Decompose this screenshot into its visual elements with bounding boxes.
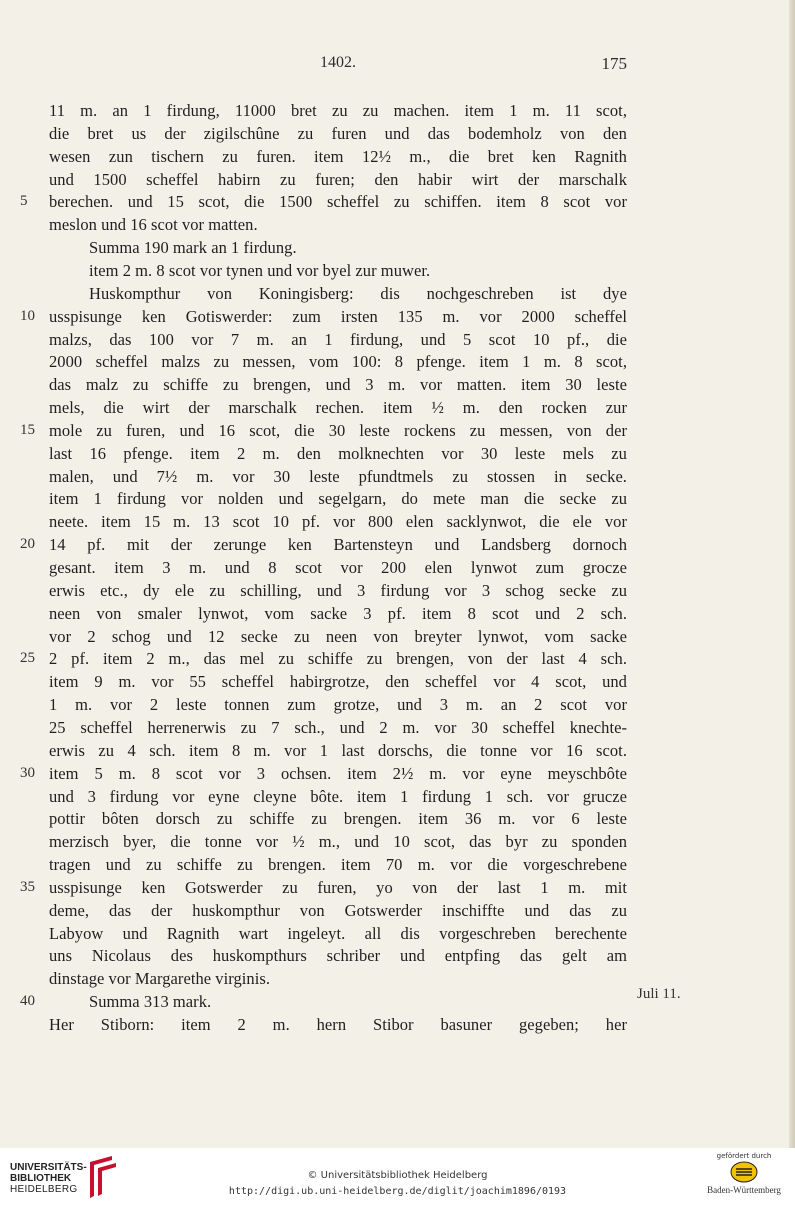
library-name-line1: UNIVERSITÄTS-	[10, 1162, 87, 1173]
text-line: erwis zu 4 sch. item 8 m. vor 1 last dorschs, die tonne vor 16 scot.	[49, 741, 627, 760]
line-number: 20	[20, 536, 35, 552]
text-line: das malz zu schiffe zu brengen, und 3 m. vor matten. item 30 leste	[49, 375, 627, 394]
header-year: 1402.	[320, 54, 356, 71]
text-line: malen, und 7½ m. vor 30 leste pfundtmels zu stossen in secke.	[49, 467, 627, 486]
line-number: 25	[20, 650, 35, 666]
text-line: 1 m. vor 2 leste tonnen zum grotze, und 3 m. an 2 scot vor	[49, 695, 627, 714]
line-number: 15	[20, 422, 35, 438]
line-number: 35	[20, 879, 35, 895]
text-line: berechen. und 15 scot, die 1500 scheffel zu schiffen. item 8 scot vor	[49, 192, 627, 211]
text-line: item 2 m. 8 scot vor tynen und vor byel zur muwer.	[89, 261, 431, 280]
text-line: Summa 190 mark an 1 firdung.	[89, 238, 297, 257]
text-line: 2 pf. item 2 m., das mel zu schiffe zu brengen, von der last 4 sch.	[49, 649, 627, 668]
text-line: mole zu furen, und 16 scot, die 30 leste rockens zu messen, von der	[49, 421, 627, 440]
text-line: 2000 scheffel malzs zu messen, vom 100: 8 pfenge. item 1 m. 8 scot,	[49, 352, 627, 371]
copyright-notice: © Universitätsbibliothek Heidelberg	[307, 1170, 488, 1181]
funder-name: Baden-Württemberg	[707, 1185, 781, 1195]
text-line: 14 pf. mit der zerunge ken Bartensteyn und Landsberg dornoch	[49, 535, 627, 554]
text-line: Labyow und Ragnith wart ingeleyt. all dis vorgeschreben berechente	[49, 924, 627, 943]
text-line: meslon und 16 scot vor matten.	[49, 215, 258, 234]
line-number: 30	[20, 765, 35, 781]
library-name-line2: BIBLIOTHEK	[10, 1173, 72, 1184]
permalink-url[interactable]: http://digi.ub.uni-heidelberg.de/diglit/joachim1896/0193	[228, 1186, 567, 1197]
text-line: uns Nicolaus des huskompthurs schriber und entpfing das gelt am	[49, 946, 627, 965]
text-line: item 5 m. 8 scot vor 3 ochsen. item 2½ m. vor eyne meyschbôte	[49, 764, 627, 783]
text-line: item 1 firdung vor nolden und segelgarn, do mete man die secke zu	[49, 489, 627, 508]
page-edge-shadow	[789, 0, 795, 1148]
text-line: erwis etc., dy ele zu schilling, und 3 firdung vor 3 schog secke zu	[49, 581, 627, 600]
text-line: deme, das der huskompthur von Gotswerder inschiffte und das zu	[49, 901, 627, 920]
text-line: und 3 firdung vor eyne cleyne bôte. item 1 firdung 1 sch. vor grucze	[49, 787, 627, 806]
text-line: pottir bôten dorsch zu schiffe zu brengen. item 36 m. vor 6 leste	[49, 809, 627, 828]
text-line: Huskompthur von Koningisberg: dis nochgeschreben ist dye	[89, 284, 627, 303]
state-coat-of-arms-icon	[730, 1161, 758, 1183]
text-line: usspisunge ken Gotswerder zu furen, yo von der last 1 m. mit	[49, 878, 627, 897]
text-line: item 9 m. vor 55 scheffel habirgrotze, den scheffel vor 4 scot, und	[49, 672, 627, 691]
text-line: tragen und zu schiffe zu brengen. item 70 m. vor die vorgeschrebene	[49, 855, 627, 874]
line-number: 40	[20, 993, 35, 1009]
text-line: last 16 pfenge. item 2 m. den molknechten vor 30 leste mels zu	[49, 444, 627, 463]
text-line: usspisunge ken Gotiswerder: zum irsten 135 m. vor 2000 scheffel	[49, 307, 627, 326]
text-line: mels, die wirt der marschalk rechen. item ½ m. den rocken zur	[49, 398, 627, 417]
text-line: neete. item 15 m. 13 scot 10 pf. vor 800 elen sacklynwot, die ele vor	[49, 512, 627, 531]
text-line: neen von smaler lynwot, vom sacke 3 pf. item 8 scot und 2 sch.	[49, 604, 627, 623]
text-line: 25 scheffel herrenerwis zu 7 sch., und 2 m. vor 30 scheffel knechte-	[49, 718, 627, 737]
text-line: dinstage vor Margarethe virginis.	[49, 969, 270, 988]
library-name-line3: HEIDELBERG	[10, 1184, 78, 1195]
text-line: gesant. item 3 m. und 8 scot vor 200 elen lynwot zum grocze	[49, 558, 627, 577]
line-number: 10	[20, 308, 35, 324]
text-line: Her Stiborn: item 2 m. hern Stibor basuner gegeben; her	[49, 1015, 627, 1034]
funder-block	[700, 1151, 788, 1203]
running-header	[49, 54, 627, 78]
text-line: 11 m. an 1 firdung, 11000 bret zu zu machen. item 1 m. 11 scot,	[49, 101, 627, 120]
funded-by-label: gefördert durch	[716, 1152, 772, 1160]
text-line: und 1500 scheffel habirn zu furen; den habir wirt der marschalk	[49, 170, 627, 189]
text-line: die bret us der zigilschûne zu furen und das bodemholz von den	[49, 124, 627, 143]
text-line: vor 2 schog und 12 secke zu neen von breyter lynwot, vom sacke	[49, 627, 627, 646]
text-line: wesen zun tischern zu furen. item 12½ m., die bret ken Ragnith	[49, 147, 627, 166]
page-number: 175	[601, 54, 627, 73]
text-line: merzisch byer, die tonne vor ½ m., und 10 scot, das byr zu sponden	[49, 832, 627, 851]
text-line: Summa 313 mark.	[89, 992, 212, 1011]
margin-date-note: Juli 11.	[637, 986, 681, 1002]
line-number: 5	[20, 193, 28, 209]
text-line: malzs, das 100 vor 7 m. an 1 firdung, und 5 scot 10 pf., die	[49, 330, 627, 349]
